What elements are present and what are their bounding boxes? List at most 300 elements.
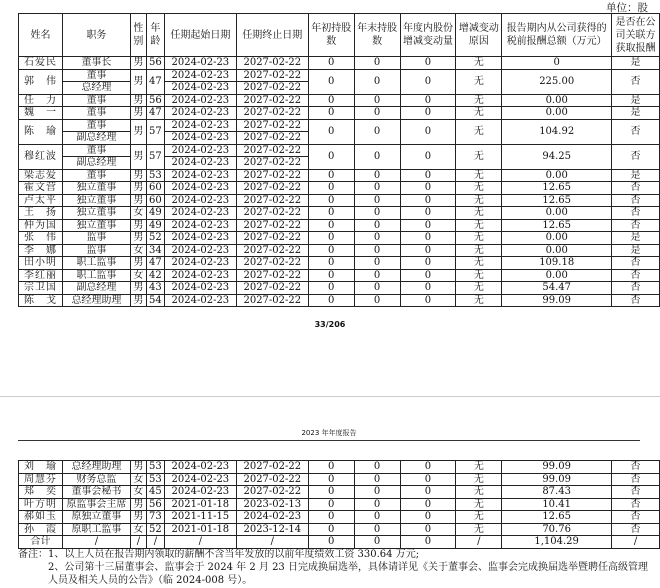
cell-end-shares: 0: [354, 473, 400, 486]
cell-gender: 女: [130, 244, 146, 257]
cell-change-reason: 无: [456, 207, 502, 220]
cell-age: 43: [146, 282, 164, 295]
cell-share-change: 0: [400, 219, 456, 232]
table-row: [19, 486, 660, 499]
cell-title: 财务总监: [62, 473, 130, 486]
cell-end-shares: 0: [354, 144, 400, 169]
cell-name: 穆红波: [19, 144, 63, 169]
cell-related-pay: 否: [612, 69, 660, 94]
cell-begin-shares: 0: [308, 523, 354, 536]
cell-name: 梁志爱: [19, 169, 63, 182]
header-end-date: 任期终止日期: [236, 14, 308, 57]
cell-related-pay: 否: [612, 498, 660, 511]
cell-title: 独立董事: [62, 194, 130, 207]
cell-start-date: 2024-02-23: [164, 82, 236, 95]
table-row: [19, 511, 660, 524]
cell-end-date: 2027-02-22: [236, 182, 308, 195]
cell-age: 34: [146, 244, 164, 257]
page-divider: [0, 396, 660, 397]
table-row: [19, 523, 660, 536]
cell-title: 原职工监事: [62, 523, 130, 536]
cell-begin-shares: 0: [308, 473, 354, 486]
cell-title: 独立董事: [62, 207, 130, 220]
cell-name: 王 扬: [19, 207, 63, 220]
cell-end-date: 2027-02-22: [236, 244, 308, 257]
cell-change-reason: 无: [456, 523, 502, 536]
report-header: 2023 年年度报告: [18, 428, 640, 441]
cell-age: 53: [146, 461, 164, 474]
total-pay: 1,104.29: [502, 536, 612, 549]
cell-start-date: 2024-02-23: [164, 282, 236, 295]
header-begin-shares: 年初持股数: [308, 14, 354, 57]
cell-pay: 12.65: [502, 511, 612, 524]
cell-start-date: 2024-02-23: [164, 94, 236, 107]
cell-end-shares: 0: [354, 232, 400, 245]
cell-end-shares: 0: [354, 94, 400, 107]
cell-title: 董事: [62, 94, 130, 107]
cell-end-shares: 0: [354, 219, 400, 232]
cell-share-change: 0: [400, 523, 456, 536]
cell-share-change: 0: [400, 282, 456, 295]
cell-begin-shares: 0: [308, 511, 354, 524]
cell-title: 职工监事: [62, 257, 130, 270]
cell-related-pay: 是: [612, 57, 660, 70]
cell-related-pay: 是: [612, 169, 660, 182]
cell-change-reason: 无: [456, 294, 502, 307]
table-row: [19, 294, 660, 307]
table-row: [19, 498, 660, 511]
notes: [18, 548, 648, 587]
cell-related-pay: 否: [612, 219, 660, 232]
cell-start-date: 2024-02-23: [164, 119, 236, 132]
cell-change-reason: 无: [456, 107, 502, 120]
cell-end-date: 2027-02-22: [236, 144, 308, 157]
cell-gender: 女: [130, 473, 146, 486]
cell-share-change: 0: [400, 473, 456, 486]
cell-name: 郭 伟: [19, 69, 63, 94]
cell-gender: 男: [130, 194, 146, 207]
table-row: [19, 182, 660, 195]
cell-share-change: 0: [400, 57, 456, 70]
cell-related-pay: 是: [612, 107, 660, 120]
cell-start-date: 2024-02-23: [164, 486, 236, 499]
cell-begin-shares: 0: [308, 144, 354, 169]
table-row: [19, 94, 660, 107]
cell-gender: 男: [130, 232, 146, 245]
cell-gender: 男: [130, 144, 146, 169]
table-row: [19, 461, 660, 474]
header-change-reason: 增减变动原因: [456, 14, 502, 57]
cell-title: 董事长: [62, 57, 130, 70]
table-row: [19, 269, 660, 282]
cell-pay: 0.00: [502, 269, 612, 282]
cell-end-date: 2027-02-22: [236, 132, 308, 145]
cell-age: 54: [146, 294, 164, 307]
executive-compensation-table-continued: [18, 460, 660, 549]
total-begin-shares: 0: [308, 536, 354, 549]
cell-end-shares: 0: [354, 169, 400, 182]
cell-change-reason: 无: [456, 269, 502, 282]
cell-name: 田小明: [19, 257, 63, 270]
cell-change-reason: 无: [456, 182, 502, 195]
cell-begin-shares: 0: [308, 498, 354, 511]
total-share-change: 0: [400, 536, 456, 549]
cell-name: 宗卫国: [19, 282, 63, 295]
cell-age: 49: [146, 207, 164, 220]
cell-related-pay: 否: [612, 207, 660, 220]
cell-pay: 109.18: [502, 257, 612, 270]
cell-end-shares: 0: [354, 194, 400, 207]
cell-begin-shares: 0: [308, 169, 354, 182]
cell-related-pay: 否: [612, 119, 660, 144]
cell-end-shares: 0: [354, 107, 400, 120]
cell-pay: 0.00: [502, 232, 612, 245]
cell-share-change: 0: [400, 461, 456, 474]
cell-name: 张 伟: [19, 232, 63, 245]
cell-share-change: 0: [400, 69, 456, 94]
cell-begin-shares: 0: [308, 57, 354, 70]
header-age: 年龄: [146, 14, 164, 57]
cell-end-date: 2024-02-23: [236, 511, 308, 524]
cell-start-date: 2024-02-23: [164, 69, 236, 82]
total-change-reason: /: [456, 536, 502, 549]
cell-end-date: 2027-02-22: [236, 486, 308, 499]
cell-start-date: 2024-02-23: [164, 57, 236, 70]
cell-title: 独立董事: [62, 182, 130, 195]
cell-begin-shares: 0: [308, 219, 354, 232]
cell-pay: 10.41: [502, 498, 612, 511]
cell-pay: 99.09: [502, 473, 612, 486]
cell-end-shares: 0: [354, 511, 400, 524]
total-row: [19, 536, 660, 549]
cell-title: 董事: [62, 69, 130, 82]
cell-end-date: 2027-02-22: [236, 107, 308, 120]
cell-begin-shares: 0: [308, 107, 354, 120]
cell-title: 董事: [62, 107, 130, 120]
cell-start-date: 2024-02-23: [164, 257, 236, 270]
cell-change-reason: 无: [456, 473, 502, 486]
cell-end-shares: 0: [354, 182, 400, 195]
cell-related-pay: 否: [612, 473, 660, 486]
cell-share-change: 0: [400, 257, 456, 270]
cell-name: 卢太平: [19, 194, 63, 207]
cell-pay: 0: [502, 57, 612, 70]
cell-name: 郑 奕: [19, 486, 63, 499]
cell-start-date: 2024-02-23: [164, 269, 236, 282]
cell-age: 56: [146, 94, 164, 107]
cell-name: 陈 瑜: [19, 119, 63, 144]
cell-end-date: 2027-02-22: [236, 82, 308, 95]
cell-title: 总经理: [62, 82, 130, 95]
cell-start-date: 2024-02-23: [164, 473, 236, 486]
cell-change-reason: 无: [456, 69, 502, 94]
cell-title: 副总经理: [62, 157, 130, 170]
cell-end-shares: 0: [354, 257, 400, 270]
cell-age: 52: [146, 232, 164, 245]
header-title: 职务: [62, 14, 130, 57]
cell-age: 57: [146, 119, 164, 144]
cell-share-change: 0: [400, 244, 456, 257]
cell-pay: 104.92: [502, 119, 612, 144]
cell-related-pay: 否: [612, 282, 660, 295]
cell-start-date: 2024-02-23: [164, 461, 236, 474]
cell-pay: 0.00: [502, 207, 612, 220]
cell-related-pay: 否: [612, 294, 660, 307]
cell-related-pay: 否: [612, 523, 660, 536]
table-row: [19, 169, 660, 182]
cell-title: 董事: [62, 119, 130, 132]
cell-name: 石爱民: [19, 57, 63, 70]
cell-change-reason: 无: [456, 194, 502, 207]
cell-related-pay: 否: [612, 486, 660, 499]
cell-gender: 男: [130, 257, 146, 270]
cell-end-shares: 0: [354, 269, 400, 282]
total-end-shares: 0: [354, 536, 400, 549]
cell-name: 孙 霞: [19, 523, 63, 536]
cell-title: 监事: [62, 244, 130, 257]
table-row: [19, 219, 660, 232]
cell-end-date: 2027-02-22: [236, 294, 308, 307]
header-gender: 性别: [130, 14, 146, 57]
cell-pay: 0.00: [502, 244, 612, 257]
table-row: [19, 57, 660, 70]
cell-related-pay: 是: [612, 244, 660, 257]
cell-gender: 男: [130, 94, 146, 107]
cell-name: 陈 戈: [19, 294, 63, 307]
header-start-date: 任期起始日期: [164, 14, 236, 57]
cell-related-pay: 否: [612, 194, 660, 207]
cell-start-date: 2024-02-23: [164, 107, 236, 120]
cell-title: 副总经理: [62, 132, 130, 145]
cell-pay: 12.65: [502, 182, 612, 195]
note-2: 2、公司第十三届董事会、监事会于 2024 年 2 月 23 日完成换届选举，具体请详见《关于董事会、监事会完成换届选举暨聘任高级管理人员及相关人员的公告》（临 2024-008 号）。: [48, 562, 648, 586]
cell-start-date: 2021-11-15: [164, 511, 236, 524]
cell-begin-shares: 0: [308, 194, 354, 207]
cell-related-pay: 否: [612, 511, 660, 524]
cell-share-change: 0: [400, 486, 456, 499]
cell-pay: 225.00: [502, 69, 612, 94]
cell-age: 42: [146, 269, 164, 282]
cell-start-date: 2024-02-23: [164, 244, 236, 257]
cell-end-date: 2027-02-22: [236, 257, 308, 270]
cell-gender: 男: [130, 461, 146, 474]
cell-begin-shares: 0: [308, 207, 354, 220]
cell-title: 独立董事: [62, 219, 130, 232]
cell-name: 郝如玉: [19, 511, 63, 524]
cell-related-pay: 是: [612, 232, 660, 245]
cell-begin-shares: 0: [308, 486, 354, 499]
cell-change-reason: 无: [456, 219, 502, 232]
cell-end-shares: 0: [354, 244, 400, 257]
cell-gender: 男: [130, 169, 146, 182]
cell-end-date: 2027-02-22: [236, 194, 308, 207]
total-end-date: /: [236, 536, 308, 549]
cell-age: 56: [146, 57, 164, 70]
cell-related-pay: 否: [612, 269, 660, 282]
cell-begin-shares: 0: [308, 269, 354, 282]
cell-end-date: 2027-02-22: [236, 57, 308, 70]
cell-pay: 12.65: [502, 194, 612, 207]
total-age: /: [146, 536, 164, 549]
cell-name: 李红丽: [19, 269, 63, 282]
cell-change-reason: 无: [456, 119, 502, 144]
cell-share-change: 0: [400, 169, 456, 182]
table-row: [19, 207, 660, 220]
cell-gender: 男: [130, 498, 146, 511]
table-row: [19, 282, 660, 295]
cell-age: 45: [146, 486, 164, 499]
cell-start-date: 2024-02-23: [164, 232, 236, 245]
cell-start-date: 2021-01-18: [164, 498, 236, 511]
cell-age: 57: [146, 144, 164, 169]
cell-end-date: 2027-02-22: [236, 119, 308, 132]
cell-name: 刘 瑜: [19, 461, 63, 474]
cell-end-shares: 0: [354, 57, 400, 70]
cell-end-date: 2023-02-13: [236, 498, 308, 511]
cell-share-change: 0: [400, 232, 456, 245]
cell-end-date: 2027-02-22: [236, 157, 308, 170]
cell-title: 总经理助理: [62, 294, 130, 307]
cell-change-reason: 无: [456, 232, 502, 245]
cell-gender: 女: [130, 207, 146, 220]
total-title: /: [62, 536, 130, 549]
cell-begin-shares: 0: [308, 69, 354, 94]
cell-age: 73: [146, 511, 164, 524]
cell-name: 李 娜: [19, 244, 63, 257]
cell-share-change: 0: [400, 182, 456, 195]
cell-name: 叶方明: [19, 498, 63, 511]
cell-gender: 男: [130, 119, 146, 144]
cell-begin-shares: 0: [308, 232, 354, 245]
cell-age: 47: [146, 69, 164, 94]
cell-change-reason: 无: [456, 511, 502, 524]
cell-start-date: 2024-02-23: [164, 132, 236, 145]
table-row: [19, 473, 660, 486]
table-row: [19, 119, 660, 132]
cell-begin-shares: 0: [308, 182, 354, 195]
cell-begin-shares: 0: [308, 244, 354, 257]
cell-title: 董事: [62, 169, 130, 182]
cell-gender: 女: [130, 269, 146, 282]
table-row: [19, 194, 660, 207]
header-share-change: 年度内股份增减变动量: [400, 14, 456, 57]
cell-share-change: 0: [400, 194, 456, 207]
cell-age: 47: [146, 257, 164, 270]
table-header-row: [19, 14, 660, 57]
cell-gender: 男: [130, 57, 146, 70]
cell-share-change: 0: [400, 294, 456, 307]
cell-change-reason: 无: [456, 144, 502, 169]
cell-pay: 0.00: [502, 169, 612, 182]
cell-end-date: 2027-02-22: [236, 207, 308, 220]
cell-end-date: 2027-02-22: [236, 473, 308, 486]
cell-end-date: 2027-02-22: [236, 282, 308, 295]
cell-age: 52: [146, 523, 164, 536]
cell-end-shares: 0: [354, 294, 400, 307]
cell-title: 职工监事: [62, 269, 130, 282]
cell-begin-shares: 0: [308, 294, 354, 307]
cell-pay: 99.09: [502, 294, 612, 307]
table-row: [19, 232, 660, 245]
cell-begin-shares: 0: [308, 119, 354, 144]
cell-end-date: 2027-02-22: [236, 169, 308, 182]
cell-share-change: 0: [400, 94, 456, 107]
note-1: 备注：1、以上人员在报告期内领取的薪酬不含当年发放的以前年度绩效工资 330.64 万元;: [18, 549, 420, 560]
cell-begin-shares: 0: [308, 461, 354, 474]
cell-pay: 0.00: [502, 94, 612, 107]
cell-share-change: 0: [400, 107, 456, 120]
cell-begin-shares: 0: [308, 282, 354, 295]
cell-related-pay: 否: [612, 182, 660, 195]
cell-pay: 70.76: [502, 523, 612, 536]
cell-pay: 94.25: [502, 144, 612, 169]
cell-name: 魏 一: [19, 107, 63, 120]
header-name: 姓名: [19, 14, 63, 57]
cell-start-date: 2024-02-23: [164, 207, 236, 220]
cell-age: 53: [146, 473, 164, 486]
cell-age: 47: [146, 107, 164, 120]
cell-end-shares: 0: [354, 69, 400, 94]
cell-age: 49: [146, 219, 164, 232]
table-row: [19, 107, 660, 120]
cell-gender: 男: [130, 107, 146, 120]
total-related-pay: /: [612, 536, 660, 549]
cell-begin-shares: 0: [308, 94, 354, 107]
cell-age: 53: [146, 169, 164, 182]
cell-title: 总经理助理: [62, 461, 130, 474]
cell-change-reason: 无: [456, 461, 502, 474]
cell-pay: 12.65: [502, 219, 612, 232]
cell-change-reason: 无: [456, 498, 502, 511]
cell-end-shares: 0: [354, 498, 400, 511]
cell-begin-shares: 0: [308, 257, 354, 270]
cell-change-reason: 无: [456, 244, 502, 257]
cell-end-date: 2023-12-14: [236, 523, 308, 536]
cell-start-date: 2021-01-18: [164, 523, 236, 536]
cell-gender: 男: [130, 294, 146, 307]
cell-start-date: 2024-02-23: [164, 182, 236, 195]
cell-share-change: 0: [400, 144, 456, 169]
cell-change-reason: 无: [456, 57, 502, 70]
cell-start-date: 2024-02-23: [164, 194, 236, 207]
cell-start-date: 2024-02-23: [164, 169, 236, 182]
cell-title: 原独立董事: [62, 511, 130, 524]
executive-compensation-table: [18, 13, 660, 307]
cell-end-shares: 0: [354, 207, 400, 220]
cell-change-reason: 无: [456, 486, 502, 499]
cell-title: 董事会秘书: [62, 486, 130, 499]
cell-pay: 87.43: [502, 486, 612, 499]
cell-name: 周慧芬: [19, 473, 63, 486]
cell-gender: 女: [130, 486, 146, 499]
cell-related-pay: 否: [612, 257, 660, 270]
cell-end-shares: 0: [354, 486, 400, 499]
cell-name: 仲为国: [19, 219, 63, 232]
cell-gender: 男: [130, 182, 146, 195]
header-pay: 报告期内从公司获得的税前报酬总额（万元）: [502, 14, 612, 57]
cell-age: 56: [146, 498, 164, 511]
cell-pay: 0.00: [502, 107, 612, 120]
cell-end-date: 2027-02-22: [236, 94, 308, 107]
cell-end-shares: 0: [354, 461, 400, 474]
header-related-pay: 是否在公司关联方获取报酬: [612, 14, 660, 57]
cell-share-change: 0: [400, 511, 456, 524]
cell-end-date: 2027-02-22: [236, 461, 308, 474]
cell-end-date: 2027-02-22: [236, 219, 308, 232]
cell-share-change: 0: [400, 207, 456, 220]
cell-pay: 54.47: [502, 282, 612, 295]
cell-related-pay: 否: [612, 461, 660, 474]
